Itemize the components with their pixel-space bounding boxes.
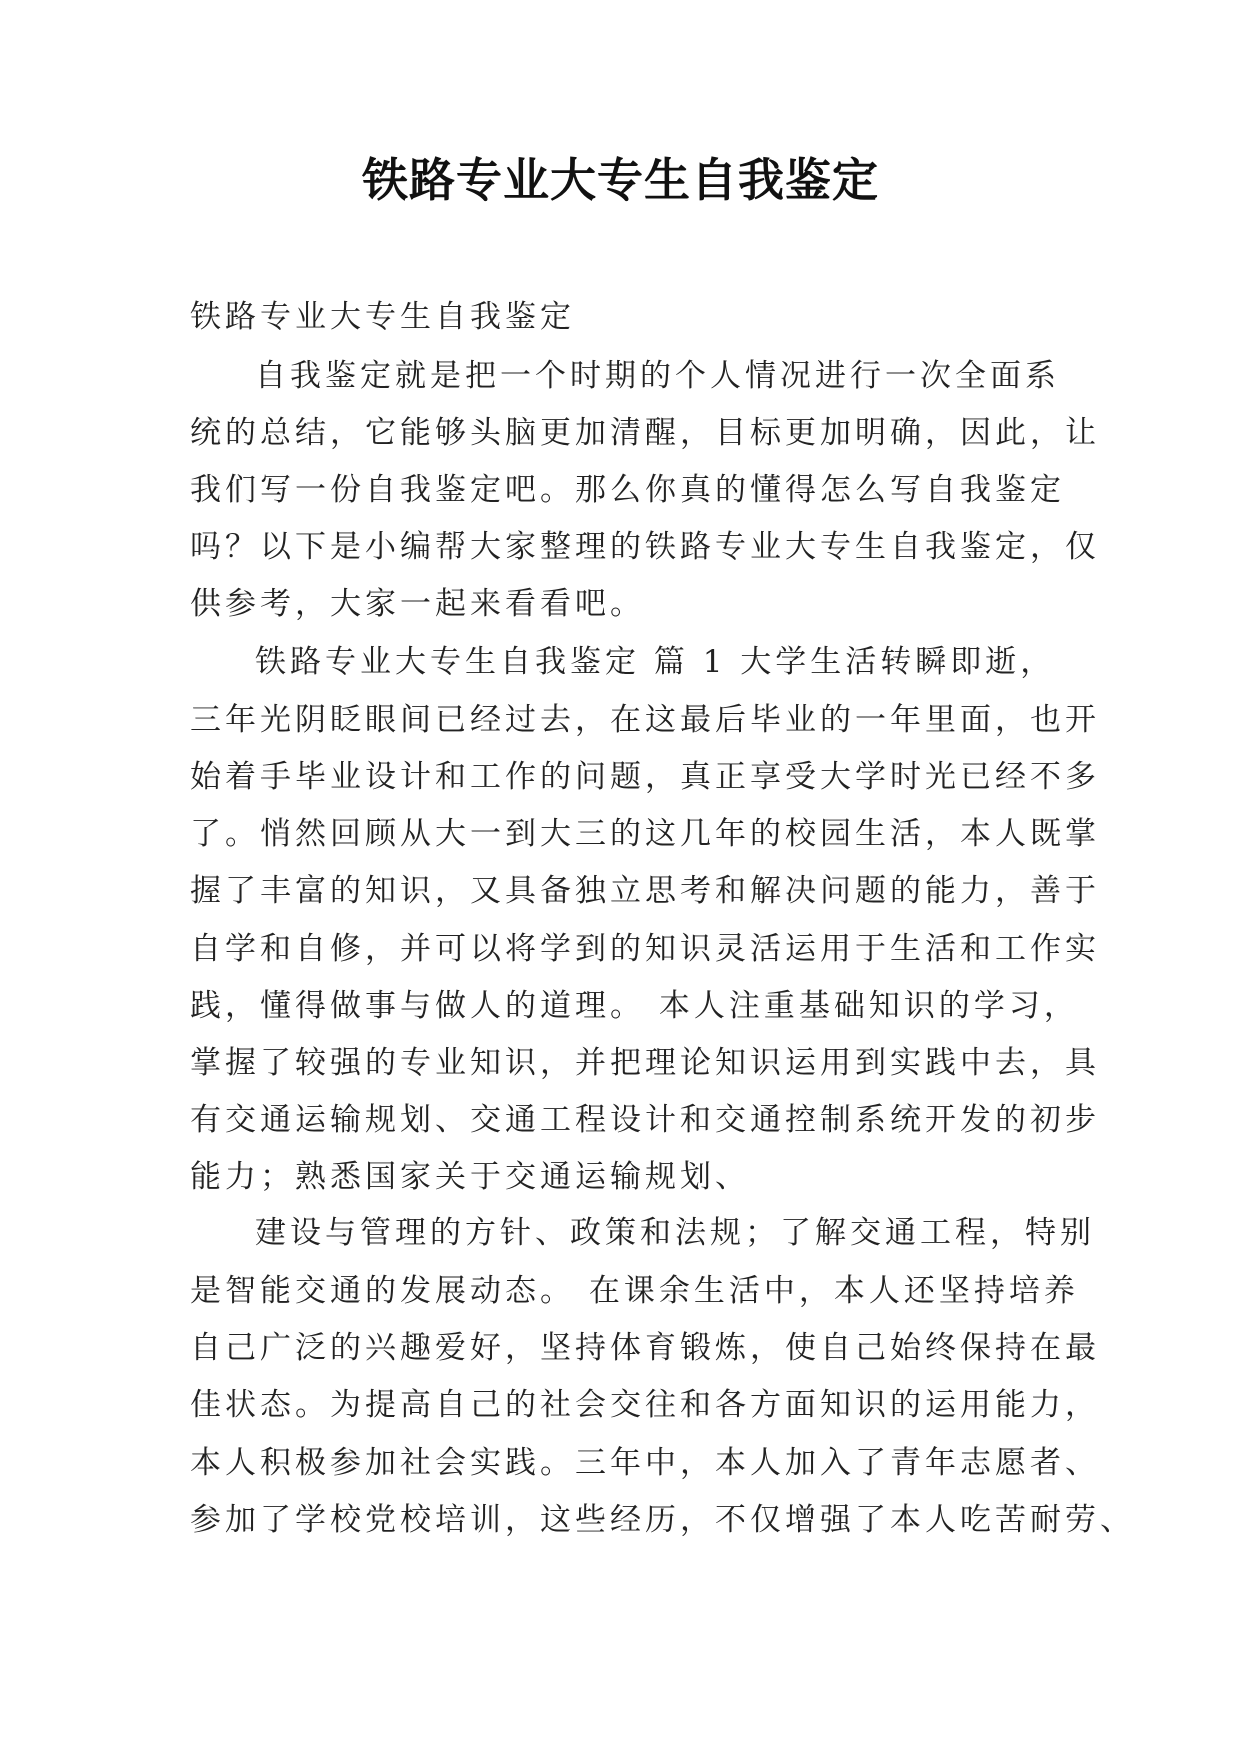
paragraph-line: 供参考，大家一起来看看吧。 (190, 586, 645, 622)
paragraph-line: 始着手毕业设计和工作的问题，真正享受大学时光已经不多 (190, 759, 1100, 795)
paragraph-line: 本人积极参加社会实践。三年中，本人加入了青年志愿者、 (190, 1445, 1100, 1481)
paragraph-line: 能力；熟悉国家关于交通运输规划、 (190, 1159, 750, 1195)
paragraph-line: 践，懂得做事与做人的道理。 本人注重基础知识的学习， (190, 988, 1079, 1024)
paragraph-line: 吗？以下是小编帮大家整理的铁路专业大专生自我鉴定，仅 (190, 529, 1100, 565)
paragraph-line: 佳状态。为提高自己的社会交往和各方面知识的运用能力， (190, 1387, 1100, 1423)
paragraph-line: 握了丰富的知识，又具备独立思考和解决问题的能力，善于 (190, 873, 1100, 909)
paragraph-line: 自学和自修，并可以将学到的知识灵活运用于生活和工作实 (190, 931, 1100, 967)
paragraph-line: 是智能交通的发展动态。 在课余生活中，本人还坚持培养 (190, 1273, 1079, 1309)
paragraph-line: 参加了学校党校培训，这些经历，不仅增强了本人吃苦耐劳、 (190, 1502, 1135, 1538)
paragraph-line: 铁路专业大专生自我鉴定 篇 1 大学生活转瞬即逝， (255, 644, 1056, 680)
paragraph-line: 三年光阴眨眼间已经过去，在这最后毕业的一年里面，也开 (190, 702, 1100, 738)
paragraph-line: 自我鉴定就是把一个时期的个人情况进行一次全面系 (255, 358, 1060, 394)
paragraph-line: 自己广泛的兴趣爱好，坚持体育锻炼，使自己始终保持在最 (190, 1330, 1100, 1366)
paragraph-line: 统的总结，它能够头脑更加清醒，目标更加明确，因此，让 (190, 415, 1100, 451)
paragraph-line: 建设与管理的方针、政策和法规；了解交通工程，特别 (255, 1215, 1095, 1251)
paragraph-line: 有交通运输规划、交通工程设计和交通控制系统开发的初步 (190, 1102, 1100, 1138)
document-title: 铁路专业大专生自我鉴定 (362, 153, 879, 207)
paragraph-line: 掌握了较强的专业知识，并把理论知识运用到实践中去，具 (190, 1045, 1100, 1081)
paragraph-line: 我们写一份自我鉴定吧。那么你真的懂得怎么写自我鉴定 (190, 472, 1065, 508)
paragraph-line: 了。悄然回顾从大一到大三的这几年的校园生活，本人既掌 (190, 816, 1100, 852)
subtitle-line: 铁路专业大专生自我鉴定 (190, 299, 575, 335)
